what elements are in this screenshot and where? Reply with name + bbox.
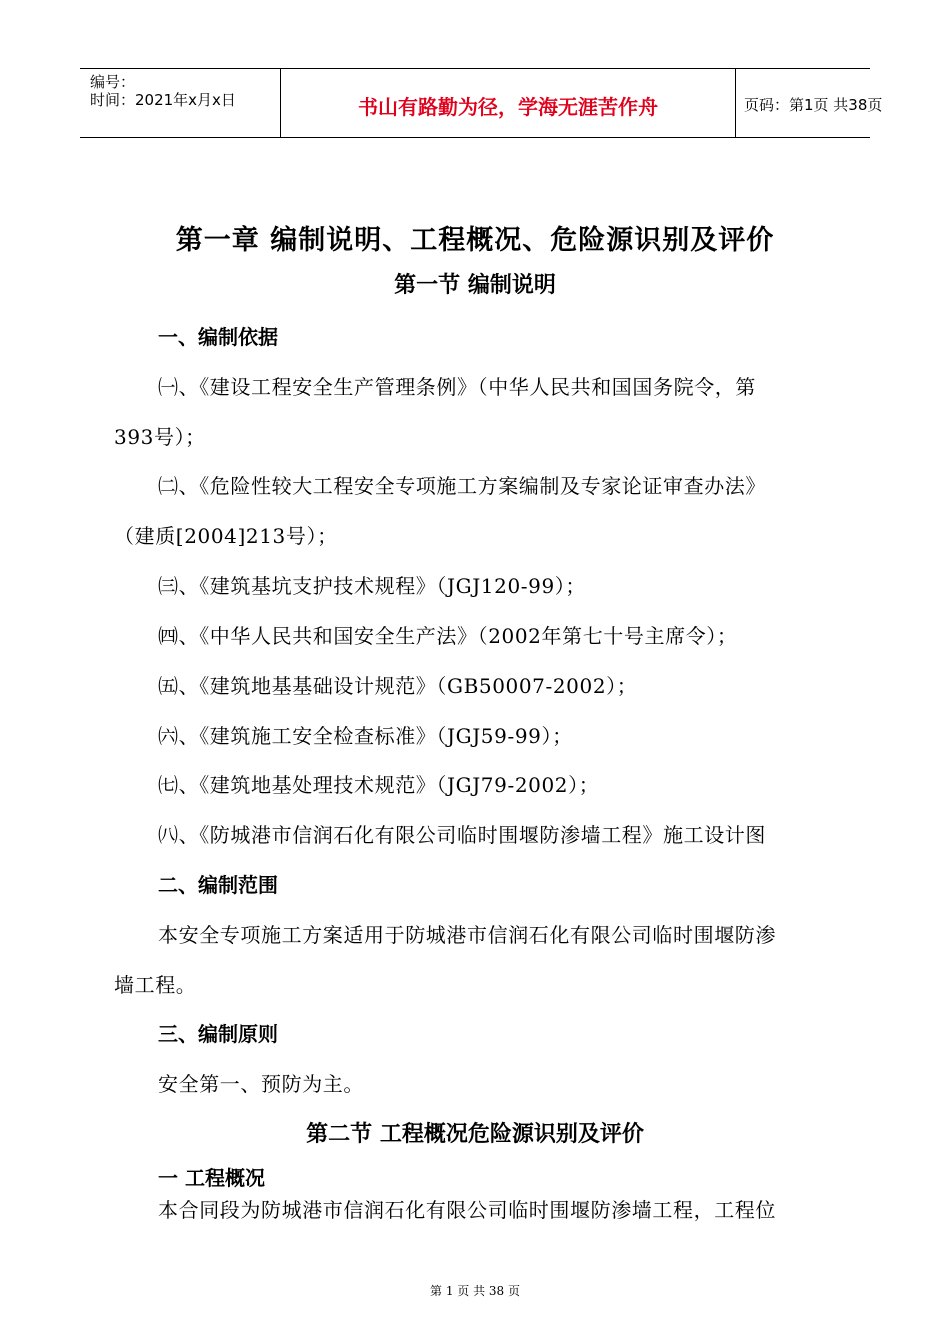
basis-item: ㈡、《危险性较大工程安全专项施工方案编制及专家论证审查办法》: [158, 474, 766, 498]
basis-item-continuation: （建质[2004]213号）；: [114, 524, 338, 548]
header-page-cell: [736, 69, 883, 137]
subheading-overview: 一 工程概况: [158, 1166, 265, 1190]
section-title: 第一节 编制说明: [394, 273, 556, 298]
basis-item: ㈥、《建筑施工安全检查标准》（JGJ59-99）；: [158, 724, 573, 748]
scope-paragraph: 本安全专项施工方案适用于防城港市信润石化有限公司临时围堰防渗: [158, 923, 776, 947]
basis-item-continuation: 393号）；: [114, 425, 206, 449]
principle-paragraph: 安全第一、预防为主。: [158, 1072, 364, 1096]
header-motto: 书山有路勤为径，学海无涯苦作舟: [358, 95, 658, 119]
basis-item: ㈢、《建筑基坑支护技术规程》（JGJ120-99）；: [158, 574, 586, 598]
basis-item: ㈧、《防城港市信润石化有限公司临时围堰防渗墙工程》施工设计图: [158, 823, 766, 847]
chapter-title: 第一章 编制说明、工程概况、危险源识别及评价: [175, 225, 775, 256]
document-number-label: 编号：: [90, 73, 136, 91]
document-header: [80, 68, 883, 138]
overview-paragraph: 本合同段为防城港市信润石化有限公司临时围堰防渗墙工程，工程位: [158, 1198, 776, 1222]
basis-item: ㈣、《中华人民共和国安全生产法》（2002年第七十号主席令）；: [158, 624, 738, 648]
subheading-principle: 三、编制原则: [158, 1022, 278, 1046]
header-motto-cell: [281, 69, 736, 137]
subheading-scope: 二、编制范围: [158, 873, 278, 897]
scope-paragraph-continuation: 墙工程。: [114, 973, 197, 997]
page-footer: 第 1 页 共 38 页: [430, 1284, 520, 1298]
header-meta-cell: [80, 69, 281, 137]
subheading-basis: 一、编制依据: [158, 325, 278, 349]
basis-item: ㈤、《建筑地基基础设计规范》（GB50007-2002）；: [158, 674, 638, 698]
header-page-info: 页码：第1页 共38页: [744, 96, 883, 114]
section-title: 第二节 工程概况危险源识别及评价: [306, 1122, 644, 1147]
basis-item: ㈠、《建设工程安全生产管理条例》（中华人民共和国国务院令，第: [158, 375, 756, 399]
basis-item: ㈦、《建筑地基处理技术规范》（JGJ79-2002）；: [158, 773, 600, 797]
document-time-label: 时间：2021年x月x日: [90, 91, 236, 109]
